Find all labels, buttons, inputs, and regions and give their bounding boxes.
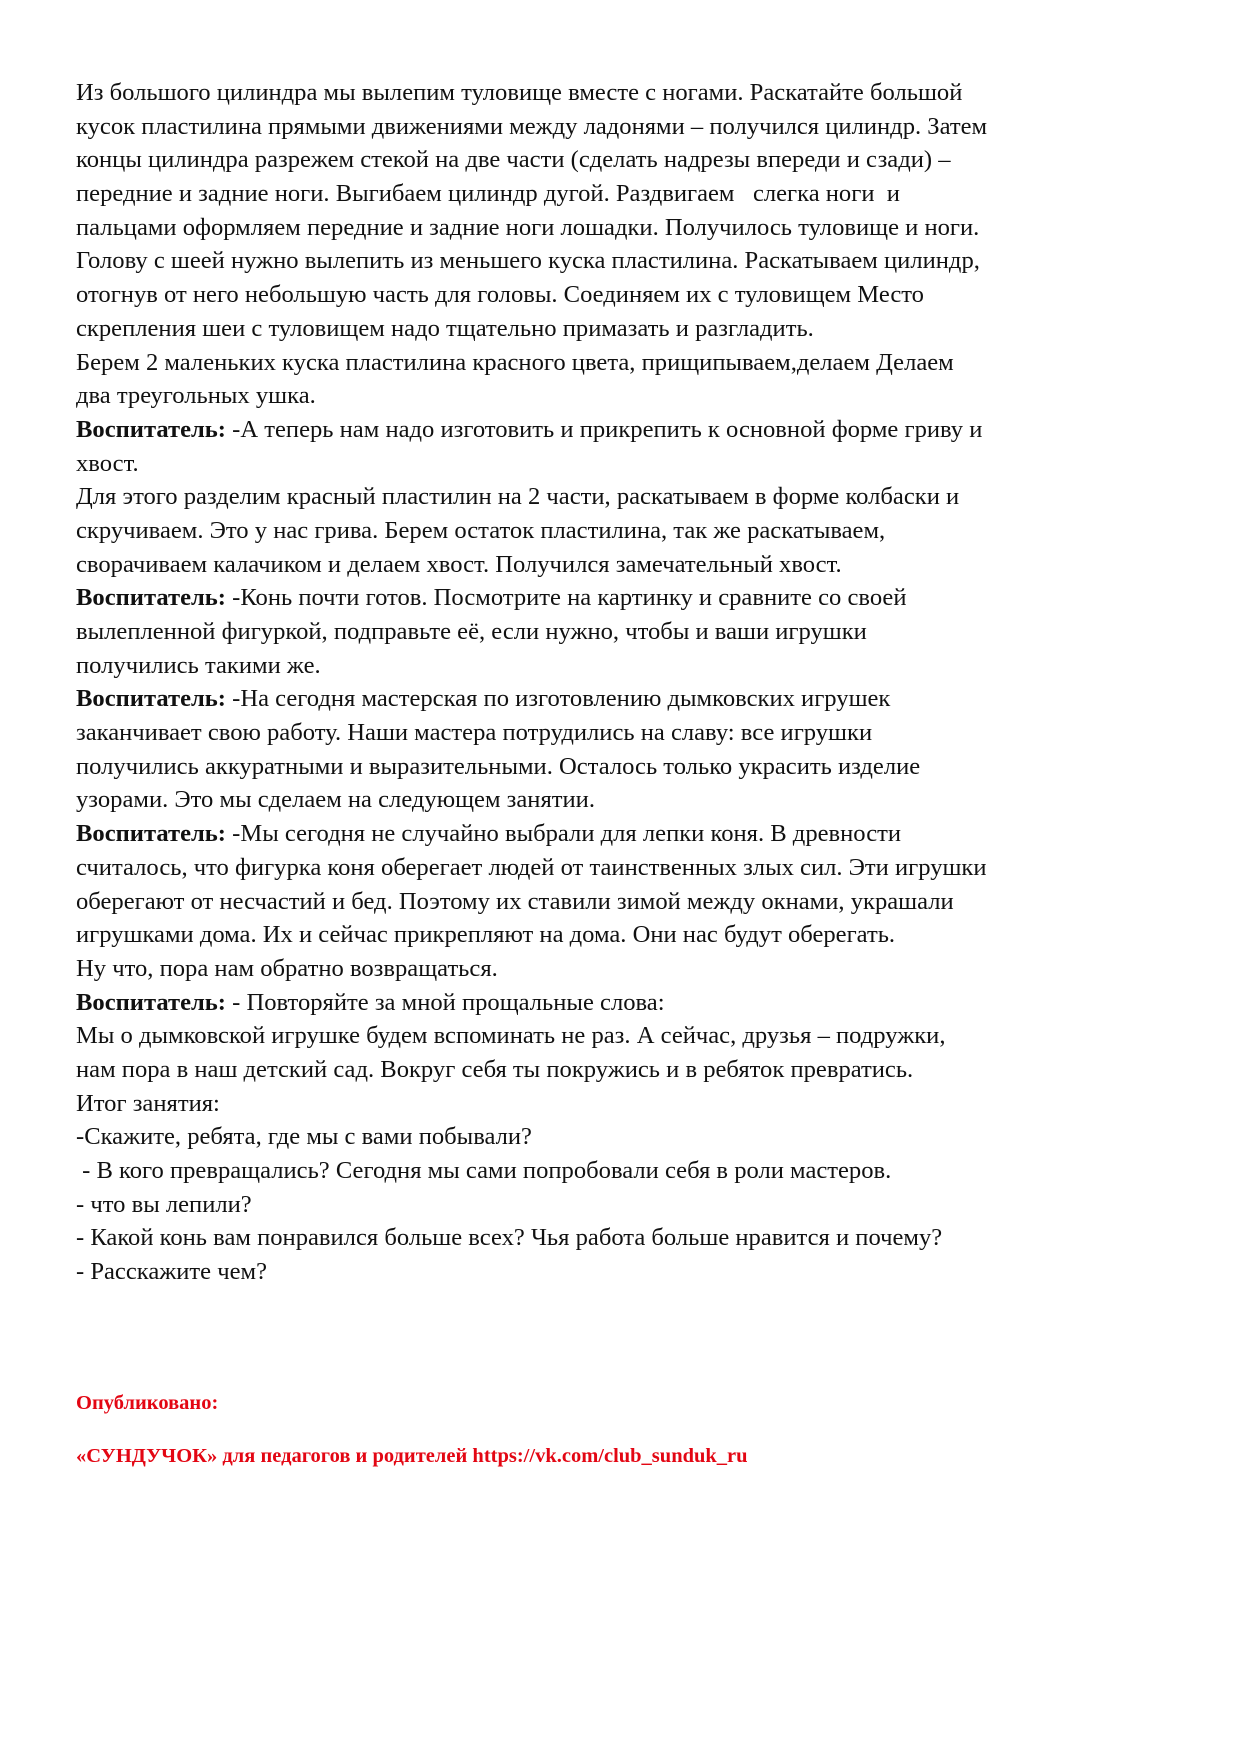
text-line: [76, 346, 1176, 380]
speaker-label: Воспитатель:: [76, 415, 226, 443]
text-line: [76, 76, 1176, 110]
text-line: [76, 244, 1176, 278]
line-text: пальцами оформляем передние и задние ноги лошадки. Получилось туловище и ноги.: [76, 213, 980, 241]
line-text: концы цилиндра разрежем стекой на две части (сделать надрезы впереди и сзади) –: [76, 146, 951, 174]
text-line: [76, 750, 1176, 784]
speaker-line: [76, 413, 1176, 447]
text-line: [76, 952, 1176, 986]
published-label: Опубликовано:: [76, 1392, 219, 1414]
line-text: -А теперь нам надо изготовить и прикрепить к основной форме гриву и: [226, 415, 983, 443]
text-line: [76, 649, 1176, 683]
line-text: сворачиваем калачиком и делаем хвост. Получился замечательный хвост.: [76, 550, 842, 578]
body-text: [76, 76, 1176, 1289]
line-text: два треугольных ушка.: [76, 382, 316, 410]
line-text: кусок пластилина прямыми движениями между ладонями – получился цилиндр. Затем: [76, 112, 988, 140]
speaker-label: Воспитатель:: [76, 685, 226, 713]
speaker-line: [76, 581, 1176, 615]
line-text: -Скажите, ребята, где мы с вами побывали?: [76, 1123, 532, 1151]
text-line: [76, 1120, 1176, 1154]
line-text: Из большого цилиндра мы вылепим туловище вместе с ногами. Раскатайте большой: [76, 79, 963, 106]
text-line: [76, 783, 1176, 817]
line-text: Итог занятия:: [76, 1089, 220, 1117]
text-line: [76, 480, 1176, 514]
text-line: [76, 851, 1176, 885]
text-line: [76, 1154, 1176, 1188]
text-line: [76, 110, 1176, 144]
text-line: [76, 918, 1176, 952]
line-text: хвост.: [76, 449, 139, 477]
text-line: [76, 379, 1176, 413]
text-line: [76, 1221, 1176, 1255]
line-text: узорами. Это мы сделаем на следующем занятии.: [76, 786, 595, 814]
line-text: - Расскажите чем?: [76, 1258, 267, 1286]
line-text: -Мы сегодня не случайно выбрали для лепки коня. В древности: [226, 820, 902, 848]
line-text: скрепления шеи с туловищем надо тщательно примазать и разгладить.: [76, 314, 814, 342]
line-text: получились такими же.: [76, 651, 321, 679]
line-text: оберегают от несчастий и бед. Поэтому их ставили зимой между окнами, украшали: [76, 887, 954, 915]
line-text: - В кого превращались? Сегодня мы сами попробовали себя в роли мастеров.: [76, 1157, 892, 1184]
speaker-label: Воспитатель:: [76, 820, 226, 848]
text-line: [76, 1053, 1176, 1087]
text-line: [76, 312, 1176, 346]
text-line: [76, 143, 1176, 177]
speaker-line: [76, 817, 1176, 851]
line-text: - Какой конь вам понравился больше всех? Чья работа больше нравится и почему?: [76, 1224, 943, 1252]
text-line: [76, 514, 1176, 548]
line-text: получились аккуратными и выразительными. Осталось только украсить изделие: [76, 752, 921, 780]
line-text: считалось, что фигурка коня оберегает людей от таинственных злых сил. Эти игрушки: [76, 853, 987, 881]
line-text: - Повторяйте за мной прощальные слова:: [226, 988, 665, 1016]
line-text: Берем 2 маленьких куска пластилина красного цвета, прищипываем,делаем Делаем: [76, 348, 954, 376]
line-text: игрушками дома. Их и сейчас прикрепляют на дома. Они нас будут оберегать.: [76, 921, 896, 949]
line-text: отогнув от него небольшую часть для головы. Соединяем их с туловищем Место: [76, 281, 924, 309]
line-text: -На сегодня мастерская по изготовлению дымковских игрушек: [226, 685, 891, 713]
text-line: [76, 1019, 1176, 1053]
text-line: [76, 211, 1176, 245]
line-text: Ну что, пора нам обратно возвращаться.: [76, 954, 498, 982]
line-text: нам пора в наш детский сад. Вокруг себя ты покружись и в ребяток превратись.: [76, 1055, 914, 1083]
line-text: - что вы лепили?: [76, 1190, 252, 1218]
speaker-line: [76, 986, 1176, 1020]
text-line: [76, 177, 1176, 211]
published-source: «СУНДУЧОК» для педагогов и родителей https://vk.com/club_sunduk_ru: [76, 1445, 748, 1467]
line-text: Голову с шеей нужно вылепить из меньшего куска пластилина. Раскатываем цилиндр,: [76, 247, 980, 275]
text-line: [76, 716, 1176, 750]
text-line: [76, 548, 1176, 582]
line-text: скручиваем. Это у нас грива. Берем остаток пластилина, так же раскатываем,: [76, 516, 886, 544]
line-text: заканчивает свою работу. Наши мастера потрудились на славу: все игрушки: [76, 719, 873, 747]
text-line: [76, 1188, 1176, 1222]
line-text: Для этого разделим красный пластилин на 2 части, раскатываем в форме колбаски и: [76, 483, 960, 511]
text-line: [76, 278, 1176, 312]
speaker-line: [76, 682, 1176, 716]
line-text: Мы о дымковской игрушке будем вспоминать не раз. А сейчас, друзья – подружки,: [76, 1022, 946, 1050]
line-text: вылепленной фигуркой, подправьте её, если нужно, чтобы и ваши игрушки: [76, 618, 867, 645]
line-text: передние и задние ноги. Выгибаем цилиндр дугой. Раздвигаем слегка ноги и: [76, 180, 900, 208]
speaker-label: Воспитатель:: [76, 584, 226, 612]
text-line: [76, 447, 1176, 481]
text-line: [76, 885, 1176, 919]
speaker-label: Воспитатель:: [76, 988, 226, 1016]
text-line: [76, 1255, 1176, 1289]
text-line: [76, 1087, 1176, 1121]
line-text: -Конь почти готов. Посмотрите на картинку и сравните со своей: [226, 584, 907, 612]
text-line: [76, 615, 1176, 649]
